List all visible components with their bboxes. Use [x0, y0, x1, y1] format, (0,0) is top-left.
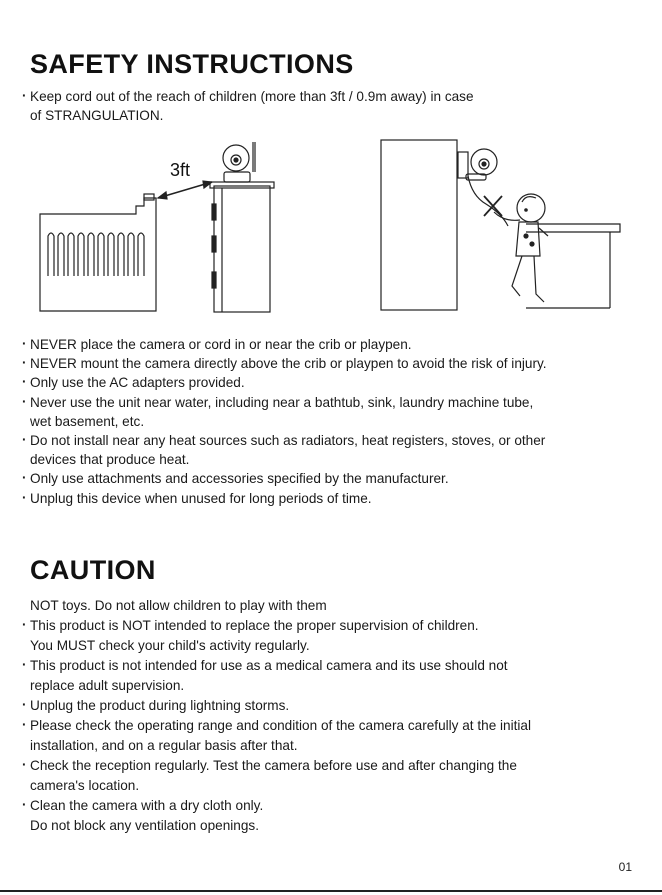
safety-list: [22, 335, 634, 508]
intro-line-1: · Keep cord out of the reach of children (more than 3ft / 0.9m away) in case: [22, 87, 634, 106]
child-reaching-camera-illustration: [376, 136, 626, 316]
caution-item: · This product is NOT intended to replace the proper supervision of children.: [22, 616, 634, 636]
child-leg-left: [512, 256, 522, 296]
caution-heading: CAUTION: [30, 555, 156, 585]
wall-camera: [458, 149, 497, 180]
safety-item-continuation: wet basement, etc.: [30, 413, 145, 429]
safety-item: · Do not install near any heat sources such as radiators, heat registers, stoves, or other: [22, 431, 634, 450]
safety-item: · Only use the AC adapters provided.: [22, 373, 634, 392]
intro-list: [22, 87, 634, 125]
caution-item-continuation: You MUST check your child's activity regularly.: [30, 638, 310, 653]
child-body: [516, 222, 540, 256]
safety-instructions-heading: SAFETY INSTRUCTIONS: [30, 49, 354, 79]
safety-item-continuation: devices that produce heat.: [30, 452, 190, 468]
distance-label: 3ft: [170, 160, 191, 180]
safety-item: · Never use the unit near water, including near a bathtub, sink, laundry machine tube,: [22, 393, 634, 412]
crib-slats: [48, 233, 144, 276]
safety-item: · Unplug this device when unused for long periods of time.: [22, 489, 634, 508]
caution-item: · Check the reception regularly. Test the camera before use and after changing the: [22, 756, 634, 776]
crib-distance-illustration: [36, 136, 286, 316]
caution-item-continuation: camera's location.: [30, 778, 140, 793]
safety-item: · NEVER place the camera or cord in or near the crib or playpen.: [22, 335, 634, 354]
cabinet-top: [210, 182, 274, 188]
caution-item: NOT toys. Do not allow children to play with them: [30, 598, 327, 613]
bottom-divider: [0, 890, 662, 892]
wall-cabinet: [381, 140, 457, 310]
intro-line-2: of STRANGULATION.: [30, 108, 164, 124]
page-number: 01: [618, 860, 632, 874]
caution-item: · Clean the camera with a dry cloth only.: [22, 796, 634, 816]
crib-post-cap: [144, 194, 154, 200]
caution-item-continuation: Do not block any ventilation openings.: [30, 818, 259, 833]
safety-item: · Only use attachments and accessories specified by the manufacturer.: [22, 469, 634, 488]
caution-item-continuation: replace adult supervision.: [30, 678, 185, 693]
caution-item: · Please check the operating range and condition of the camera carefully at the initial: [22, 716, 634, 736]
child-leg-right: [534, 256, 544, 302]
child-figure: [494, 194, 548, 302]
caution-item: · This product is not intended for use as a medical camera and its use should not: [22, 656, 634, 676]
table-top: [526, 224, 620, 232]
caution-list: [22, 596, 634, 836]
camera-on-cabinet: [223, 142, 255, 182]
safety-item: · NEVER mount the camera directly above the crib or playpen to avoid the risk of injury.: [22, 354, 634, 373]
caution-item: · Unplug the product during lightning storms.: [22, 696, 634, 716]
caution-item-continuation: installation, and on a regular basis after that.: [30, 738, 298, 753]
